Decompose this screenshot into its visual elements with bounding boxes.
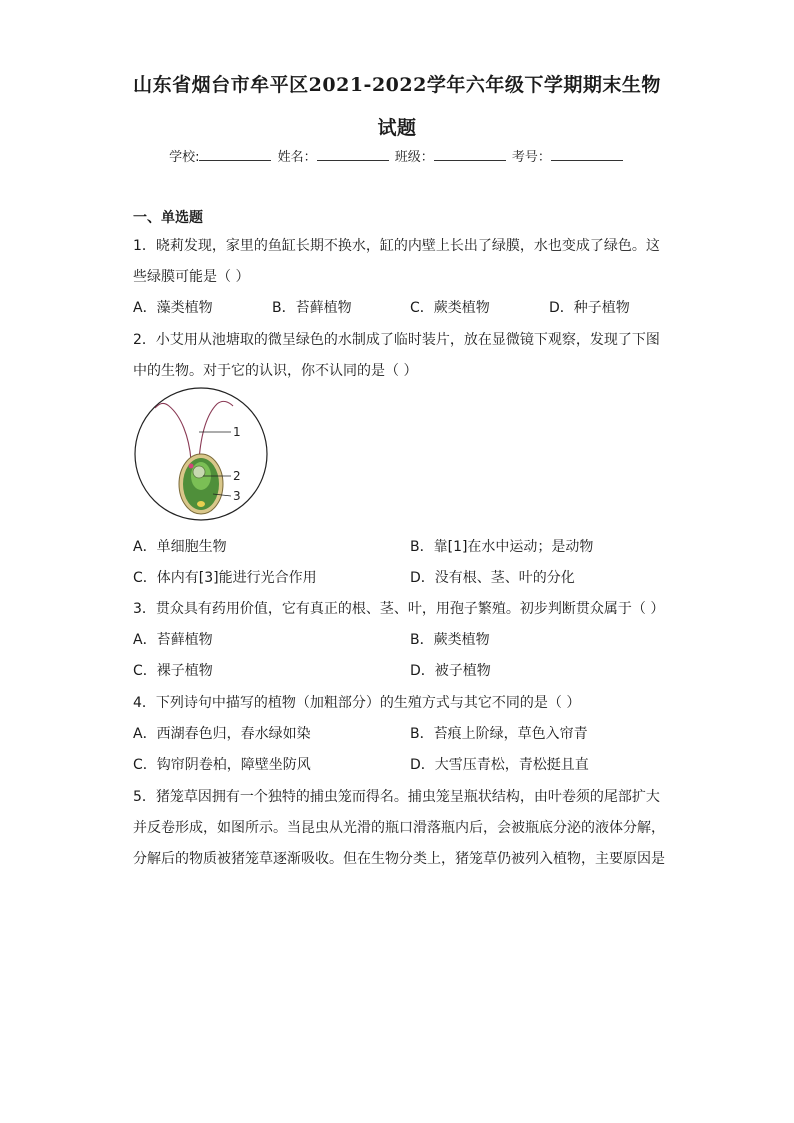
q5-line-2: 并反卷形成，如图所示。当昆虫从光滑的瓶口滑落瓶内后，会被瓶底分泌的液体分解， [133, 820, 665, 836]
q4-option-a: A．西湖春色归，春水绿如染 [133, 726, 311, 742]
q3-option-a: A．苔藓植物 [133, 632, 213, 648]
q2-line-2: 中的生物。对于它的认识，你不认同的是（ ） [133, 363, 418, 379]
school-label: 学校: [169, 150, 200, 165]
q1-line-1: 1．晓莉发现，家里的鱼缸长期不换水，缸的内壁上长出了绿膜，水也变成了绿色。这 [133, 238, 660, 254]
q2-option-b: B．靠[1]在水中运动；是动物 [410, 539, 594, 555]
q1-option-b: B．苔藓植物 [272, 300, 352, 316]
exam-number-blank [551, 148, 623, 161]
eyespot [189, 464, 194, 469]
exam-title-line-1: 山东省烟台市牟平区2021-2022学年六年级下学期期末生物 [133, 74, 661, 96]
q4-option-d: D．大雪压青松，青松挺且直 [410, 757, 589, 773]
q2-option-c: C．体内有[3]能进行光合作用 [133, 570, 317, 586]
q5-line-1: 5．猪笼草因拥有一个独特的捕虫笼而得名。捕虫笼呈瓶状结构，由叶卷须的尾部扩大 [133, 789, 660, 805]
q4-line-1: 4．下列诗句中描写的植物（加粗部分）的生殖方式与其它不同的是（ ） [133, 695, 581, 711]
class-label: 班级： [394, 150, 434, 165]
euglena-figure [133, 386, 269, 522]
name-blank [317, 148, 389, 161]
q3-option-b: B．蕨类植物 [410, 632, 490, 648]
q2-option-a: A．单细胞生物 [133, 539, 227, 555]
q4-option-c: C．钩帘阴卷柏，障壁坐防风 [133, 757, 311, 773]
name-label: 姓名： [277, 150, 317, 165]
exam-title-line-2: 试题 [377, 117, 417, 139]
q3-option-d: D．被子植物 [410, 663, 491, 679]
q5-line-3: 分解后的物质被猪笼草逐渐吸收。但在生物分类上，猪笼草仍被列入植物，主要原因是 [133, 851, 665, 867]
food-reserve-granule [197, 501, 205, 507]
q1-option-d: D．种子植物 [549, 300, 630, 316]
q4-option-b: B．苔痕上阶绿，草色入帘青 [410, 726, 588, 742]
q3-line-1: 3．贯众具有药用价值，它有真正的根、茎、叶，用孢子繁殖。初步判断贯众属于（ ） [133, 601, 665, 617]
student-info-fields [0, 146, 794, 165]
figure-label-1: 1 [233, 425, 241, 439]
q1-option-c: C．蕨类植物 [410, 300, 490, 316]
q2-line-1: 2．小艾用从池塘取的微呈绿色的水制成了临时装片，放在显微镜下观察，发现了下图 [133, 332, 660, 348]
school-blank [199, 148, 271, 161]
figure-label-2: 2 [233, 469, 241, 483]
q2-option-d: D．没有根、茎、叶的分化 [410, 570, 575, 586]
q3-option-c: C．裸子植物 [133, 663, 213, 679]
q1-option-a: A．藻类植物 [133, 300, 213, 316]
figure-label-3: 3 [233, 489, 241, 503]
section-heading: 一、单选题 [133, 210, 203, 226]
class-blank [434, 148, 506, 161]
q1-line-2: 些绿膜可能是（ ） [133, 269, 250, 285]
exam-number-label: 考号： [511, 150, 551, 165]
